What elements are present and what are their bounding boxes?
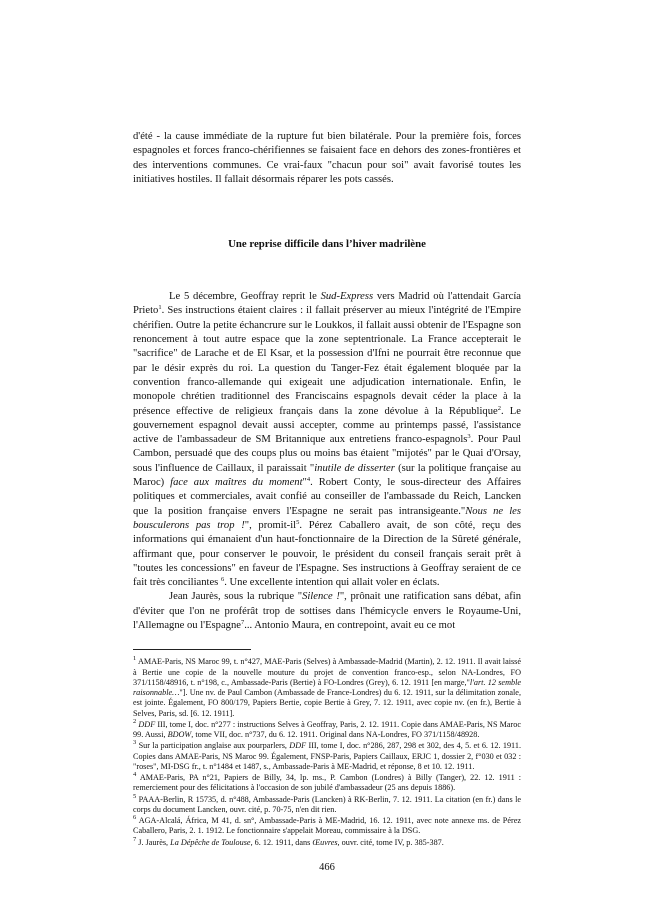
text-run: Sur la participation anglaise aux pourparlers, xyxy=(136,741,290,751)
footnote-2 xyxy=(133,717,521,741)
footnote-ref: 5 xyxy=(133,792,137,800)
text-run: " xyxy=(302,477,307,489)
text-run: J. Jaurès, xyxy=(136,837,171,847)
footnote-ref: 4 xyxy=(133,771,137,779)
italic-run: DDF xyxy=(289,741,307,751)
footnote-ref: 6 xyxy=(133,814,137,822)
text-run: ", prônait une ratification sans débat, afin d'éviter que l'on ne proférât trop de sottises dans l'hémicycle envers le Royaume-Uni, l'Allemagne ou l'Espagne xyxy=(133,591,521,632)
footnote-5 xyxy=(133,792,521,816)
body-paragraph-2 xyxy=(133,590,521,633)
italic-run: Silence ! xyxy=(302,591,340,603)
italic-run: DDF xyxy=(138,719,156,729)
text-run: vers Madrid où l'attendait García Prieto xyxy=(133,291,521,317)
text-run: AMAE-Paris, PA n°21, Papiers de Billy, 34, lp. ms., P. Cambon (Londres) à Billy (Tanger), 22. 12. 1911 : remerciement pour des félicitations à l'occasion de son jubilé d'ambassadeur (25 ans depuis 1886). xyxy=(133,773,521,793)
footnote-ref: 1 xyxy=(133,655,137,663)
text-run: , ouvr. cité, tome IV, p. 385-387. xyxy=(337,837,444,847)
footnote-ref: 1 xyxy=(158,304,162,312)
footnote-ref: 7 xyxy=(240,619,245,627)
text-run: (sur la politique française au Maroc) xyxy=(133,462,521,489)
text-run: . Pour Paul Cambon, persuadé que des coups plus ou moins bas étaient "mijotés" par le Quai d'Orsay, sous l'influence de Caillaux, il paraissait " xyxy=(133,434,521,474)
text-run: Jean Jaurès, sous la rubrique " xyxy=(169,591,303,603)
footnote-ref: 3 xyxy=(133,739,137,747)
text-run: , 6. 12. 1911, dans xyxy=(250,837,313,847)
footnote-7 xyxy=(133,835,521,848)
body-paragraph-1 xyxy=(133,290,521,590)
footnote-ref: 6 xyxy=(220,576,225,584)
text-run: . Une excellente intention qui allait voler en éclats. xyxy=(224,577,440,589)
page-number: 466 xyxy=(319,861,335,873)
italic-run: inutile de disserter xyxy=(314,462,395,474)
footnote-ref: 3 xyxy=(467,433,471,441)
section-heading: Une reprise difficile dans l’hiver madrilène xyxy=(228,238,426,251)
italic-run: Sud-Express xyxy=(320,291,374,303)
footnotes xyxy=(133,657,521,848)
italic-run: Nous ne les bousculerons pas trop ! xyxy=(133,505,521,531)
text-run: , tome VII, doc. n°737, du 6. 12. 1911. Original dans NA-Londres, FO 371/1158/48928. xyxy=(191,730,480,740)
text-run: III, tome I, doc. n°286, 287, 298 et 302, des 4, 5. et 6. 12. 1911. Copies dans AMAE-Paris, NS Maroc 99. Également, FNSP-Paris, Papiers Caillaux, ERJC 1, dossier 2, f°030 et 032 : "roses", MI-DSG fr., t. n°1484 et 1487, s., Ambassade-Paris à ME-Madrid, et réponse, 8 et 10. 12. 1911. xyxy=(133,741,521,771)
text-run: . Le gouvernement espagnol devait aussi accepter, comme au printemps passé, l'assistance active de l'ambassadeur de SM Britannique aux entretiens franco-espagnols xyxy=(133,405,521,446)
italic-run: l'art. 12 semble raisonnable… xyxy=(133,677,521,698)
page xyxy=(133,130,521,873)
text-run: AMAE-Paris, NS Maroc 99, t. n°427, MAE-Paris (Selves) à Ambassade-Madrid (Martin), 2. 12. 1911. Il avait laissé à Bertie une copie de la nouvelle mouture du projet de convention franco-esp., selon NA-Londres, FO 371/1158/48916, t. n°198, c., Ambassade-Paris (Bertie) à FO-Londres (Grey), 6. 12. 1911 [en marge," xyxy=(133,657,521,687)
footnote-ref: 7 xyxy=(133,835,137,843)
footnote-3 xyxy=(133,741,521,772)
text-run: AGA-Alcalá, África, M 41, d. sn°, Ambassade-Paris à ME-Madrid, 16. 12. 1911, avec note annexe ms. de Pérez Caballero, Paris, 2. 1. 1912. Le fonctionnaire s'appelait Moreau, commissaire à la DSG. xyxy=(133,816,521,836)
footnote-ref: 2 xyxy=(133,717,137,725)
italic-run: La Dépêche de Toulouse xyxy=(170,837,251,847)
text-run: . Robert Conty, le sous-directeur des Affaires politiques et commerciales, avait confié au conseiller de l'ambassade du Reich, Lancken que la position française envers l'Espagne ne serait pas intransigeante." xyxy=(133,477,522,517)
footnote-6 xyxy=(133,816,521,837)
italic-run: face aux maîtres du moment xyxy=(170,477,303,489)
text-run: Le 5 décembre, Geoffray reprit le xyxy=(169,291,321,303)
text-run: III, tome I, doc. n°277 : instructions Selves à Geoffray, Paris, 2. 12. 1911. Copie dans AMAE-Paris, NS Maroc 99. Aussi, xyxy=(133,719,521,740)
footnote-separator xyxy=(133,649,251,650)
text-run: PAAA-Berlin, R 15735, d. n°488, Ambassade-Paris (Lancken) à RK-Berlin, 7. 12. 1911. La citation (en fr.) dans le corps du document Lancken, ouvr. cité, p. 70-75, n'en dit rien. xyxy=(133,794,521,814)
intro-paragraph: d'été - la cause immédiate de la rupture fut bien bilatérale. Pour la première fois, forces espagnoles et forces franco-chérifiennes se faisaient face en dehors des zones-frontières et des interventions communes. Ce vrai-faux "chacun pour soi" avait favorisé toutes les initiatives hostiles. Il fallait désormais réparer les pots cassés. xyxy=(133,131,521,185)
italic-run: BDOW xyxy=(167,730,192,740)
text-run: . Pérez Caballero avait, de son côté, reçu des informations qui émanaient d'un haut-fonctionnaire de la Direction de la Sûreté générale, affirmant que, pour conserver le pouvoir, le président du conseil français serait prêt à "toutes les concessions" en faveur de l'Espagne. Ses instructions à Geoffray seraient de ce fait très conciliantes xyxy=(133,519,521,589)
footnote-1 xyxy=(133,657,521,719)
text-run: ", promit-il xyxy=(244,519,297,531)
footnote-ref: 5 xyxy=(296,518,300,526)
text-run: ... Antonio Maura, en contrepoint, avait eu ce mot xyxy=(244,620,456,632)
italic-run: Œuvres xyxy=(312,837,338,847)
footnote-ref: 2 xyxy=(497,404,501,412)
text-run: . Ses instructions étaient claires : il fallait préserver au mieux l'intégrité de l'Empire chérifien. Outre la petite échancrure sur le Loukkos, il fallait aussi obtenir de l'Espagne son renoncement à tout autre espace que la zone septentrionale. La France accepterait le "sacrifice" de Larache et de El Ksar, et la possession d'Ifni ne pourrait être reconnue que par le désir exprès du roi. La question du Tanger-Fez était également bloquée par la convention franco-allemande qui exigeait une adjudication internationale. Enfin, le monopole chrétien traditionnel des Franciscains espagnols devait céder la place à la présence effective de religieux français dans la zone dévolue à la République xyxy=(133,305,521,417)
footnote-4 xyxy=(133,773,521,794)
footnote-ref: 4 xyxy=(306,476,311,484)
text-run: "]. Une nv. de Paul Cambon (Ambassade de France-Londres) du 6. 12. 1911, sur la délimitation zonale, est jointe. Également, FO 800/179, Papiers Bertie, copie Bertie à Grey, 7. 12. 1911, avec copie nv. (en fr.), Bertie à Selves, Paris, sd. [6. 12. 1911]. xyxy=(133,688,521,718)
